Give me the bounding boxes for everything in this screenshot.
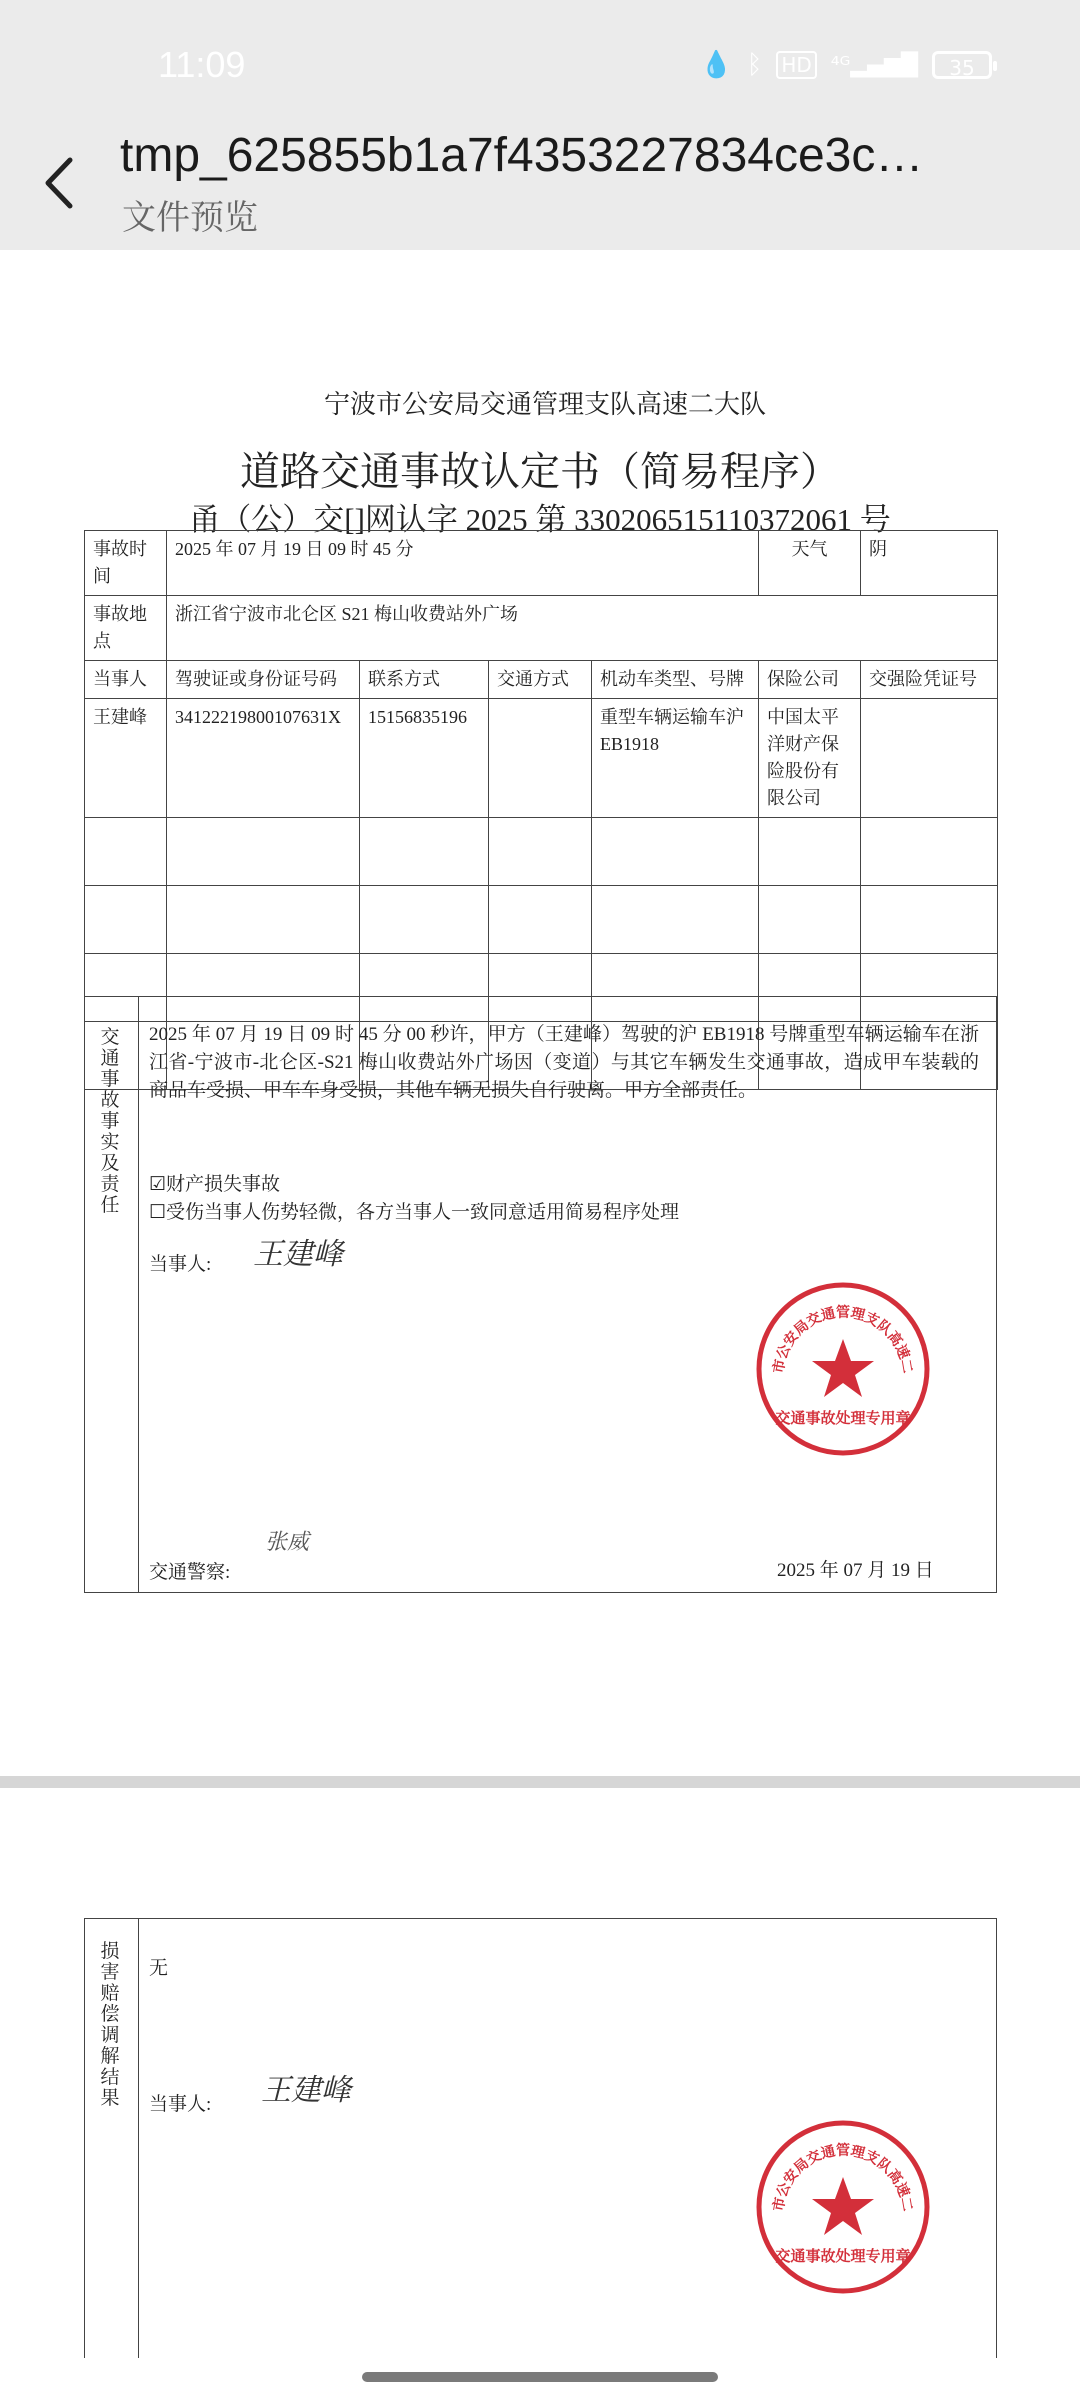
facts-text: 2025 年 07 月 19 日 09 时 45 分 00 秒许，甲方（王建峰）驾驶的沪 EB1918 号牌重型车辆运输车在浙江省-宁波市-北仑区-S21 梅山收费站外广场因（变道）与其它车辆发生交通事故，造成甲车装载的商品车受损、甲车车身受损，其他车辆无损失自行驶离。甲方全部责任。 bbox=[149, 1024, 979, 1101]
accident-time-value: 2025 年 07 月 19 日 09 时 45 分 bbox=[167, 531, 759, 596]
file-subtitle: 文件预览 bbox=[122, 198, 258, 238]
location-value: 浙江省宁波市北仑区 S21 梅山收费站外广场 bbox=[167, 596, 998, 661]
battery-icon: 35 bbox=[932, 51, 992, 79]
column-header: 机动车类型、号牌 bbox=[592, 661, 759, 699]
damages-label-cell bbox=[85, 1919, 139, 2358]
svg-text:宁波市公安局交通管理支队高速二大队: 市公安局交通管理支队高速二 bbox=[771, 2144, 915, 2213]
page-divider bbox=[0, 1776, 1080, 1788]
official-seal bbox=[755, 2119, 931, 2295]
party-signature: 王建峰 bbox=[261, 2073, 351, 2108]
party-transport bbox=[489, 699, 592, 818]
party-phone: 15156835196 bbox=[360, 699, 489, 818]
official-seal bbox=[755, 1281, 931, 1457]
svg-text:交通事故处理专用章: 交通事故处理专用章 bbox=[775, 2249, 911, 2265]
column-header: 保险公司 bbox=[759, 661, 861, 699]
document-title: 道路交通事故认定书（简易程序） bbox=[240, 449, 840, 494]
party-vehicle: 重型车辆运输车沪 EB1918 bbox=[592, 699, 759, 818]
party-signature: 王建峰 bbox=[253, 1237, 343, 1272]
facts-section bbox=[84, 996, 997, 1593]
bluetooth-icon: ᛒ bbox=[746, 50, 763, 80]
home-indicator[interactable] bbox=[362, 2372, 718, 2382]
table-row bbox=[85, 699, 998, 818]
app-header bbox=[0, 120, 1080, 250]
svg-text:宁波市公安局交通管理支队高速二大队: 市公安局交通管理支队高速二 bbox=[771, 1306, 915, 1375]
file-title: tmp_625855b1a7f4353227834ce3c… bbox=[120, 129, 924, 182]
drop-icon: 💧 bbox=[700, 50, 733, 80]
column-header: 交通方式 bbox=[489, 661, 592, 699]
party-sign-label: 当事人: bbox=[149, 1254, 212, 1275]
status-icons bbox=[700, 50, 992, 80]
status-bar bbox=[0, 0, 1080, 135]
weather-label: 天气 bbox=[759, 531, 861, 596]
party-id: 34122219800107631X bbox=[167, 699, 360, 818]
column-header: 联系方式 bbox=[360, 661, 489, 699]
issuing-authority: 宁波市公安局交通管理支队高速二大队 bbox=[323, 390, 766, 419]
police-signature: 张威 bbox=[265, 1530, 310, 1555]
damages-label: 损害赔偿调解结果 bbox=[100, 1941, 120, 2109]
location-label: 事故地点 bbox=[85, 596, 167, 661]
party-sign-label: 当事人: bbox=[149, 2094, 212, 2115]
table-row bbox=[85, 818, 998, 886]
svg-text:交通事故处理专用章: 交通事故处理专用章 bbox=[775, 1411, 911, 1427]
party-name: 王建峰 bbox=[85, 699, 167, 818]
facts-label-cell bbox=[85, 997, 139, 1592]
damages-text: 无 bbox=[149, 1958, 169, 1979]
party-insurer: 中国太平洋财产保险股份有限公司 bbox=[759, 699, 861, 818]
minor-injury-checkbox: ☐受伤当事人伤势轻微，各方当事人一致同意适用简易程序处理 bbox=[149, 1202, 680, 1223]
issue-date: 2025 年 07 月 19 日 bbox=[777, 1560, 934, 1581]
accident-time-label: 事故时间 bbox=[85, 531, 167, 596]
facts-label: 交通事故事实及责任 bbox=[100, 1027, 120, 1216]
document-number: 甬（公）交[]网认字 2025 第 330206515110372061 号 bbox=[189, 502, 891, 537]
column-header: 交强险凭证号 bbox=[861, 661, 998, 699]
clock: 11:09 bbox=[158, 44, 246, 85]
property-loss-checkbox: ☑财产损失事故 bbox=[149, 1174, 281, 1195]
damages-section bbox=[84, 1918, 997, 2358]
column-header: 当事人 bbox=[85, 661, 167, 699]
police-label: 交通警察: bbox=[149, 1562, 231, 1583]
party-cert bbox=[861, 699, 998, 818]
signal-icon: ⁴ᴳ▂▄▆█ bbox=[830, 52, 918, 78]
back-arrow-icon[interactable] bbox=[32, 148, 92, 218]
hd-icon: HD bbox=[776, 51, 816, 79]
column-header: 驾驶证或身份证号码 bbox=[167, 661, 360, 699]
table-row bbox=[85, 886, 998, 954]
weather-value: 阴 bbox=[861, 531, 998, 596]
